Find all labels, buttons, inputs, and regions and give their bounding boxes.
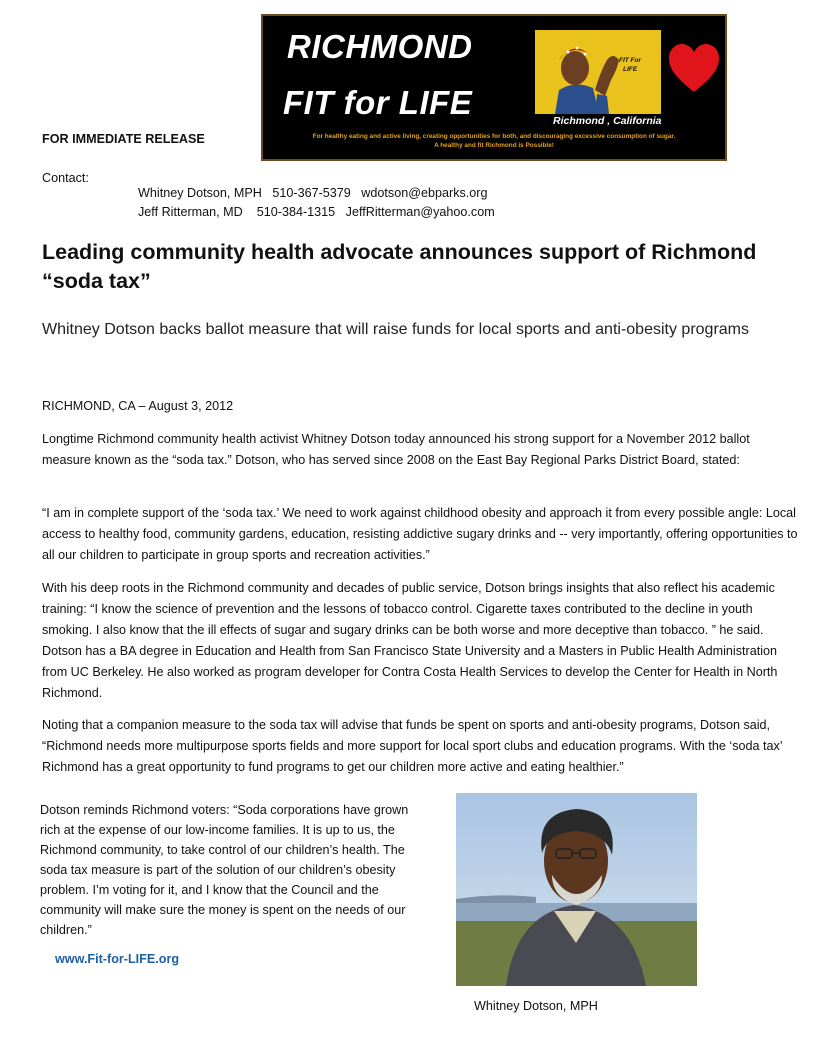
contact-line-ritterman: Jeff Ritterman, MD 510-384-1315 JeffRitterman@yahoo.com bbox=[138, 205, 495, 219]
banner-tagline bbox=[269, 132, 719, 150]
paragraph-intro: Longtime Richmond community health activist Whitney Dotson today announced his strong support for a November 2012 ballot measure known as the “soda tax.” Dotson, who has served since 2008 on the East Bay Regional Parks District Board, stated: bbox=[42, 432, 750, 467]
whitney-dotson-photo bbox=[456, 793, 697, 986]
fit-for-life-banner bbox=[261, 14, 727, 161]
dateline: RICHMOND, CA – August 3, 2012 bbox=[42, 399, 234, 413]
poster-label bbox=[619, 56, 641, 74]
poster-text-1: FIT For bbox=[619, 57, 642, 64]
paragraph-quote: “I am in complete support of the ‘soda tax.’ We need to work against childhood obesity and approach it from every possible angle: Local access to healthy food, community gardens, education, resisting addictive sugary drinks and -- very importantly, offering opportunities to all our children to participate in group sports and recreation activities.” bbox=[42, 506, 798, 562]
banner-tagline-2: A healthy and fit Richmond is Possible! bbox=[434, 142, 554, 149]
release-label: FOR IMMEDIATE RELEASE bbox=[42, 132, 205, 146]
heart-icon bbox=[667, 42, 721, 96]
photo-caption: Whitney Dotson, MPH bbox=[474, 999, 598, 1013]
contact-label: Contact: bbox=[42, 171, 89, 185]
paragraph-voter-quote: Dotson reminds Richmond voters: “Soda corporations have grown rich at the expense of our low-income families. It is up to us, the Richmond community, to take control of our children’s health. The soda tax measure is part of the solution of our children’s obesity problem. I’m voting for it, and I know that the Council and the community will make sure the money is spent on the needs of our children.” bbox=[40, 803, 409, 937]
banner-title-line1: RICHMOND bbox=[287, 28, 473, 65]
contact-line-dotson: Whitney Dotson, MPH 510-367-5379 wdotson@ebparks.org bbox=[138, 186, 488, 200]
banner-location: Richmond , California bbox=[553, 115, 662, 127]
paragraph-background: With his deep roots in the Richmond community and decades of public service, Dotson brings insights that also reflect his academic training: “I know the science of prevention and the lessons of tobacco control. Cigarette taxes contributed to the decline in youth smoking. I also know that the ill effects of sugar and sugary drinks can be both worse and more deceptive than tobacco. ” he said. Dotson has a BA degree in Education and Health from San Francisco State University and a Masters in Public Health Administration from UC Berkeley. He also worked as program developer for Contra Costa Health Services to develop the Center for Health in North Richmond. bbox=[42, 581, 778, 700]
banner-tagline-1: For healthy eating and active living, creating opportunities for both, and discouraging excessive consumption of sugar. bbox=[312, 133, 676, 140]
subheadline: Whitney Dotson backs ballot measure that will raise funds for local sports and anti-obesity programs bbox=[42, 321, 749, 338]
banner-title-line2: FIT for LIFE bbox=[283, 84, 473, 121]
paragraph-companion-measure: Noting that a companion measure to the soda tax will advise that funds be spent on sports and anti-obesity programs, Dotson said, “Richmond needs more multipurpose sports fields and more support for local sport clubs and education programs. With the ‘soda tax’ Richmond has a great opportunity to fund programs to get our children more active and eating healthier.” bbox=[42, 718, 783, 774]
poster-text-2: LIFE bbox=[622, 66, 638, 73]
website-link[interactable]: www.Fit-for-LIFE.org bbox=[55, 952, 180, 966]
headline: Leading community health advocate announces support of Richmond “soda tax” bbox=[42, 240, 757, 293]
rosie-poster-image bbox=[535, 30, 661, 114]
